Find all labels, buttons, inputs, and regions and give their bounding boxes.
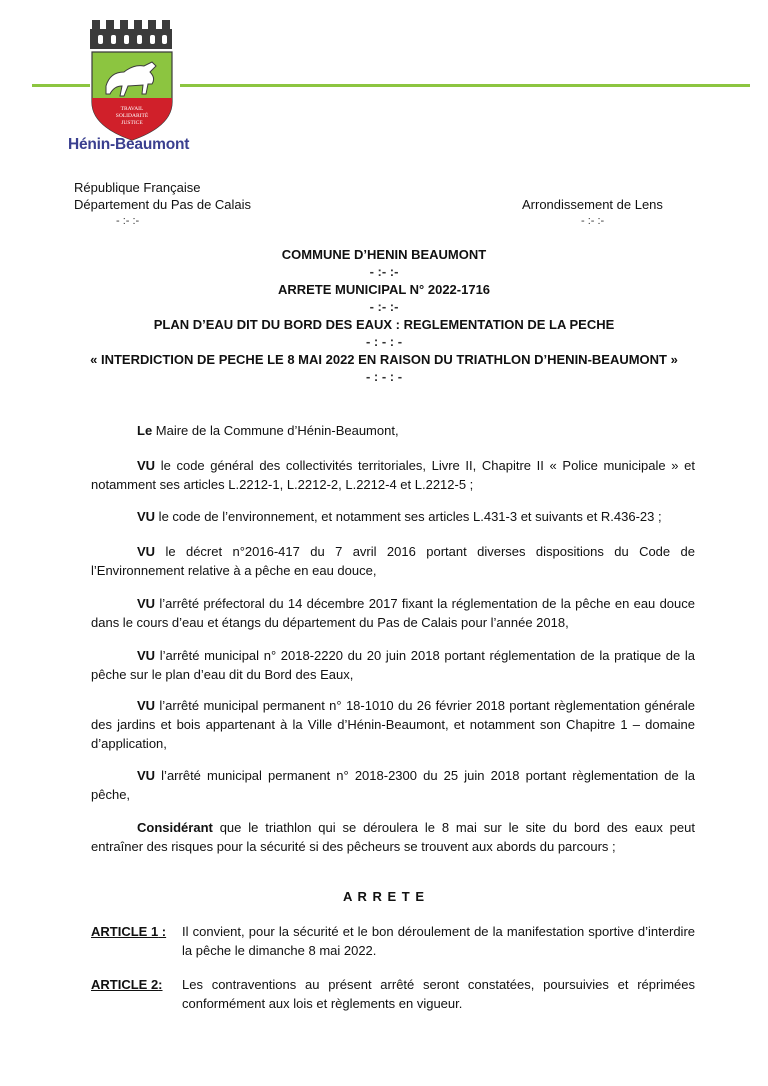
commune-title: COMMUNE D’HENIN BEAUMONT: [281, 247, 487, 262]
article-1-label-text: ARTICLE 1: [91, 924, 159, 939]
article-1-colon: :: [158, 924, 167, 939]
vu-paragraph-7: [91, 766, 695, 804]
considerant-text: que le triathlon qui se déroulera le 8 mai sur le site du bord des eaux peut entraîner des risques pour la sécurité si des pêcheurs se trouvent aux abords du parcours ;: [91, 820, 695, 854]
article-2-text: Les contraventions au présent arrêté seront constatées, poursuivies et réprimées conformément aux lois et règlements en vigueur.: [182, 977, 695, 1011]
title-separator-1: - :- :-: [369, 264, 399, 279]
vu-keyword: VU: [137, 458, 156, 473]
vu-text: le code général des collectivités territoriales, Livre II, Chapitre II « Police municipale » et notamment ses articles L.2212-1, L.2212-2, L.2212-4 et L.2212-5 ;: [91, 458, 695, 492]
arrete-heading: A R R E T E: [342, 889, 426, 904]
considerant-bold: Considérant: [137, 820, 213, 835]
vu-paragraph-2: [91, 507, 695, 526]
vu-paragraph-3: [91, 542, 695, 580]
arrondissement-line: Arrondissement de Lens: [522, 197, 663, 212]
header-rule-right: [180, 84, 750, 87]
plan-deau-title: PLAN D’EAU DIT DU BORD DES EAUX : REGLEMENTATION DE LA PECHE: [153, 317, 615, 332]
title-separator-4: - : - : -: [365, 369, 403, 384]
vu-text: l’arrêté municipal permanent n° 18-1010 du 26 février 2018 portant règlementation générale des jardins et bois appartenant à la Ville d’Hénin-Beaumont, et notamment son Chapitre 1 – domaine d’application,: [91, 698, 695, 751]
vu-keyword: VU: [137, 596, 156, 611]
svg-text:JUSTICE: JUSTICE: [121, 120, 143, 126]
vu-keyword: VU: [137, 509, 156, 524]
vu-keyword: VU: [137, 544, 156, 559]
vu-paragraph-5: [91, 646, 695, 684]
right-separator: - :- :-: [581, 215, 605, 227]
vu-paragraph-6: [91, 696, 695, 753]
vu-keyword: VU: [137, 648, 156, 663]
vu-text: l’arrêté municipal permanent n° 2018-2300 du 25 juin 2018 portant règlementation de la pêche,: [91, 768, 695, 802]
article-2-label-text: ARTICLE 2: [91, 977, 159, 992]
city-name-logotype: Hénin-Beaumont: [68, 136, 190, 153]
maire-bold: Le: [137, 423, 153, 438]
maire-text: Maire de la Commune d’Hénin-Beaumont,: [152, 423, 399, 438]
article-2-colon: :: [158, 977, 163, 992]
title-separator-2: - :- :-: [369, 299, 399, 314]
maire-paragraph: [91, 421, 695, 440]
vu-paragraph-1: [91, 456, 695, 494]
svg-text:SOLIDARITÉ: SOLIDARITÉ: [115, 113, 149, 119]
vu-paragraph-4: [91, 594, 695, 632]
svg-text:TRAVAIL: TRAVAIL: [120, 106, 144, 112]
article-1-label: [91, 922, 166, 941]
departement-line: Département du Pas de Calais: [74, 197, 252, 212]
article-2-label: [91, 975, 163, 994]
vu-text: le code de l’environnement, et notamment ses articles L.431-3 et suivants et R.436-23 ;: [155, 509, 662, 524]
vu-keyword: VU: [137, 698, 156, 713]
republique-line: République Française: [74, 180, 201, 195]
left-separator: - :- :-: [116, 215, 140, 227]
vu-text: l’arrêté préfectoral du 14 décembre 2017 fixant la réglementation de la pêche en eau douce dans le cours d’eau et étangs du département du Pas de Calais pour l’année 2018,: [91, 596, 695, 630]
vu-text: l’arrêté municipal n° 2018-2220 du 20 juin 2018 portant réglementation de la pratique de la pêche sur le plan d’eau dit du Bord des Eaux,: [91, 648, 695, 682]
interdiction-title: « INTERDICTION DE PECHE LE 8 MAI 2022 EN RAISON DU TRIATHLON D’HENIN-BEAUMONT »: [90, 352, 678, 367]
considerant-paragraph: [91, 818, 695, 856]
vu-keyword: VU: [137, 768, 156, 783]
vu-text: le décret n°2016-417 du 7 avril 2016 portant diverses dispositions du Code de l’Environnement relative à a pêche en eau douce,: [91, 544, 695, 578]
arrete-number-title: ARRETE MUNICIPAL N° 2022-1716: [277, 282, 491, 297]
title-separator-3: - : - : -: [365, 334, 403, 349]
article-1-text: Il convient, pour la sécurité et le bon déroulement de la manifestation sportive d’interdire la pêche le dimanche 8 mai 2022.: [182, 924, 695, 958]
